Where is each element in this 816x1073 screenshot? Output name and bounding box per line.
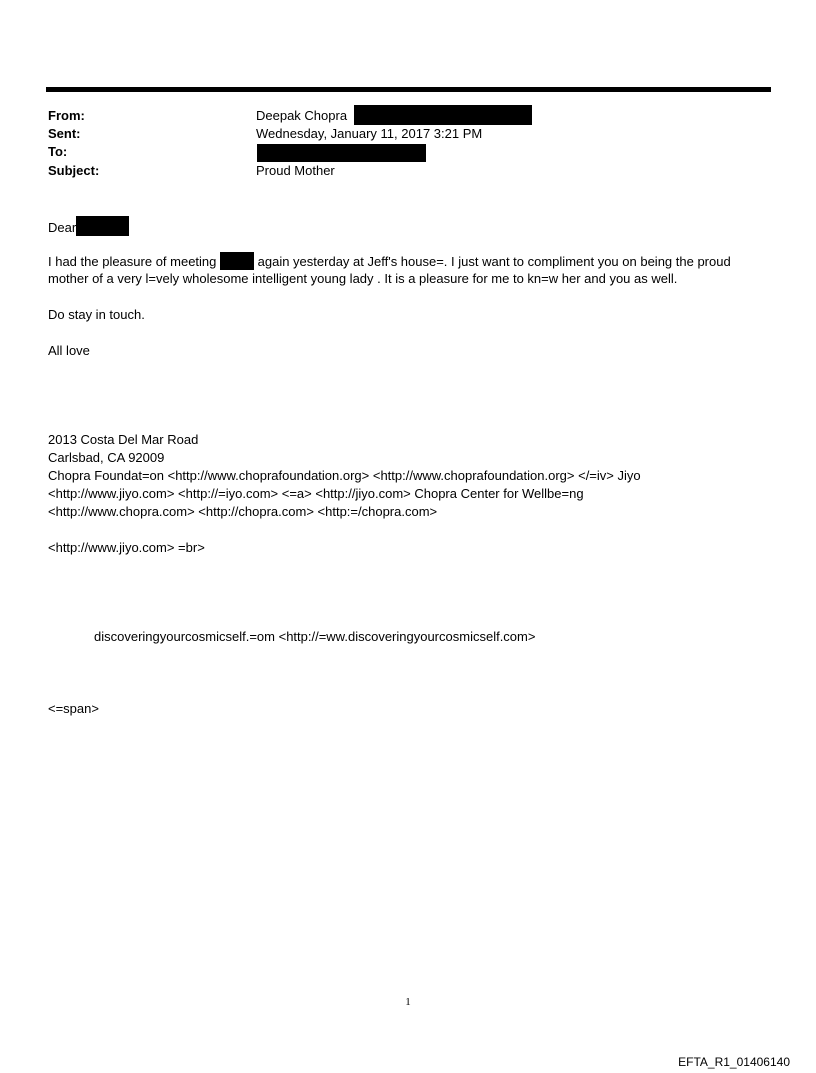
signature-line-7: discoveringyourcosmicself.=om <http://=ww.discoveringyourcosmicself.com> (94, 629, 536, 644)
signature-line-8: <=span> (48, 701, 99, 716)
from-value: Deepak Chopra (256, 108, 348, 123)
signature-line-3: Chopra Foundat=on <http://www.choprafoundation.org> <http://www.choprafoundation.org> </=iv> Jiyo (48, 468, 641, 483)
redaction-recipient-name (76, 216, 129, 236)
sent-value: Wednesday, January 11, 2017 3:21 PM (256, 126, 483, 141)
to-label: To: (48, 144, 68, 159)
paragraph-1-text-a: I had the pleasure of meeting (48, 254, 217, 269)
paragraph-1-line-1 (48, 252, 731, 271)
paragraph-1-text-b: again yesterday at Jeff's house=. I just want to compliment you on being the proud (257, 254, 731, 269)
page-number: 1 (405, 996, 411, 1008)
signature-address-2: Carlsbad, CA 92009 (48, 450, 165, 465)
signature-line-4: <http://www.jiyo.com> <http://=iyo.com> <=a> <http://jiyo.com> Chopra Center for Wellbe=ng (48, 486, 584, 501)
salutation (48, 216, 129, 237)
from-label: From: (48, 108, 85, 123)
signature-line-6: <http://www.jiyo.com> =br> (48, 540, 205, 555)
paragraph-1-line-2: mother of a very l=vely wholesome intelligent young lady . It is a pleasure for me to kn=w her and you as well. (48, 271, 678, 286)
signature-line-5: <http://www.chopra.com> <http://chopra.com> <http:=/chopra.com> (48, 504, 438, 519)
redaction-from-email (354, 105, 532, 125)
sent-label: Sent: (48, 126, 81, 141)
header-divider (46, 87, 771, 92)
redaction-to (257, 144, 426, 162)
subject-label: Subject: (48, 163, 100, 178)
closing: All love (48, 343, 90, 358)
signature-address-1: 2013 Costa Del Mar Road (48, 432, 199, 447)
subject-value: Proud Mother (256, 163, 335, 178)
bates-number: EFTA_R1_01406140 (678, 1055, 790, 1069)
salutation-text: Dear (48, 220, 77, 235)
paragraph-2: Do stay in touch. (48, 307, 145, 322)
redaction-name-in-text (220, 252, 254, 270)
